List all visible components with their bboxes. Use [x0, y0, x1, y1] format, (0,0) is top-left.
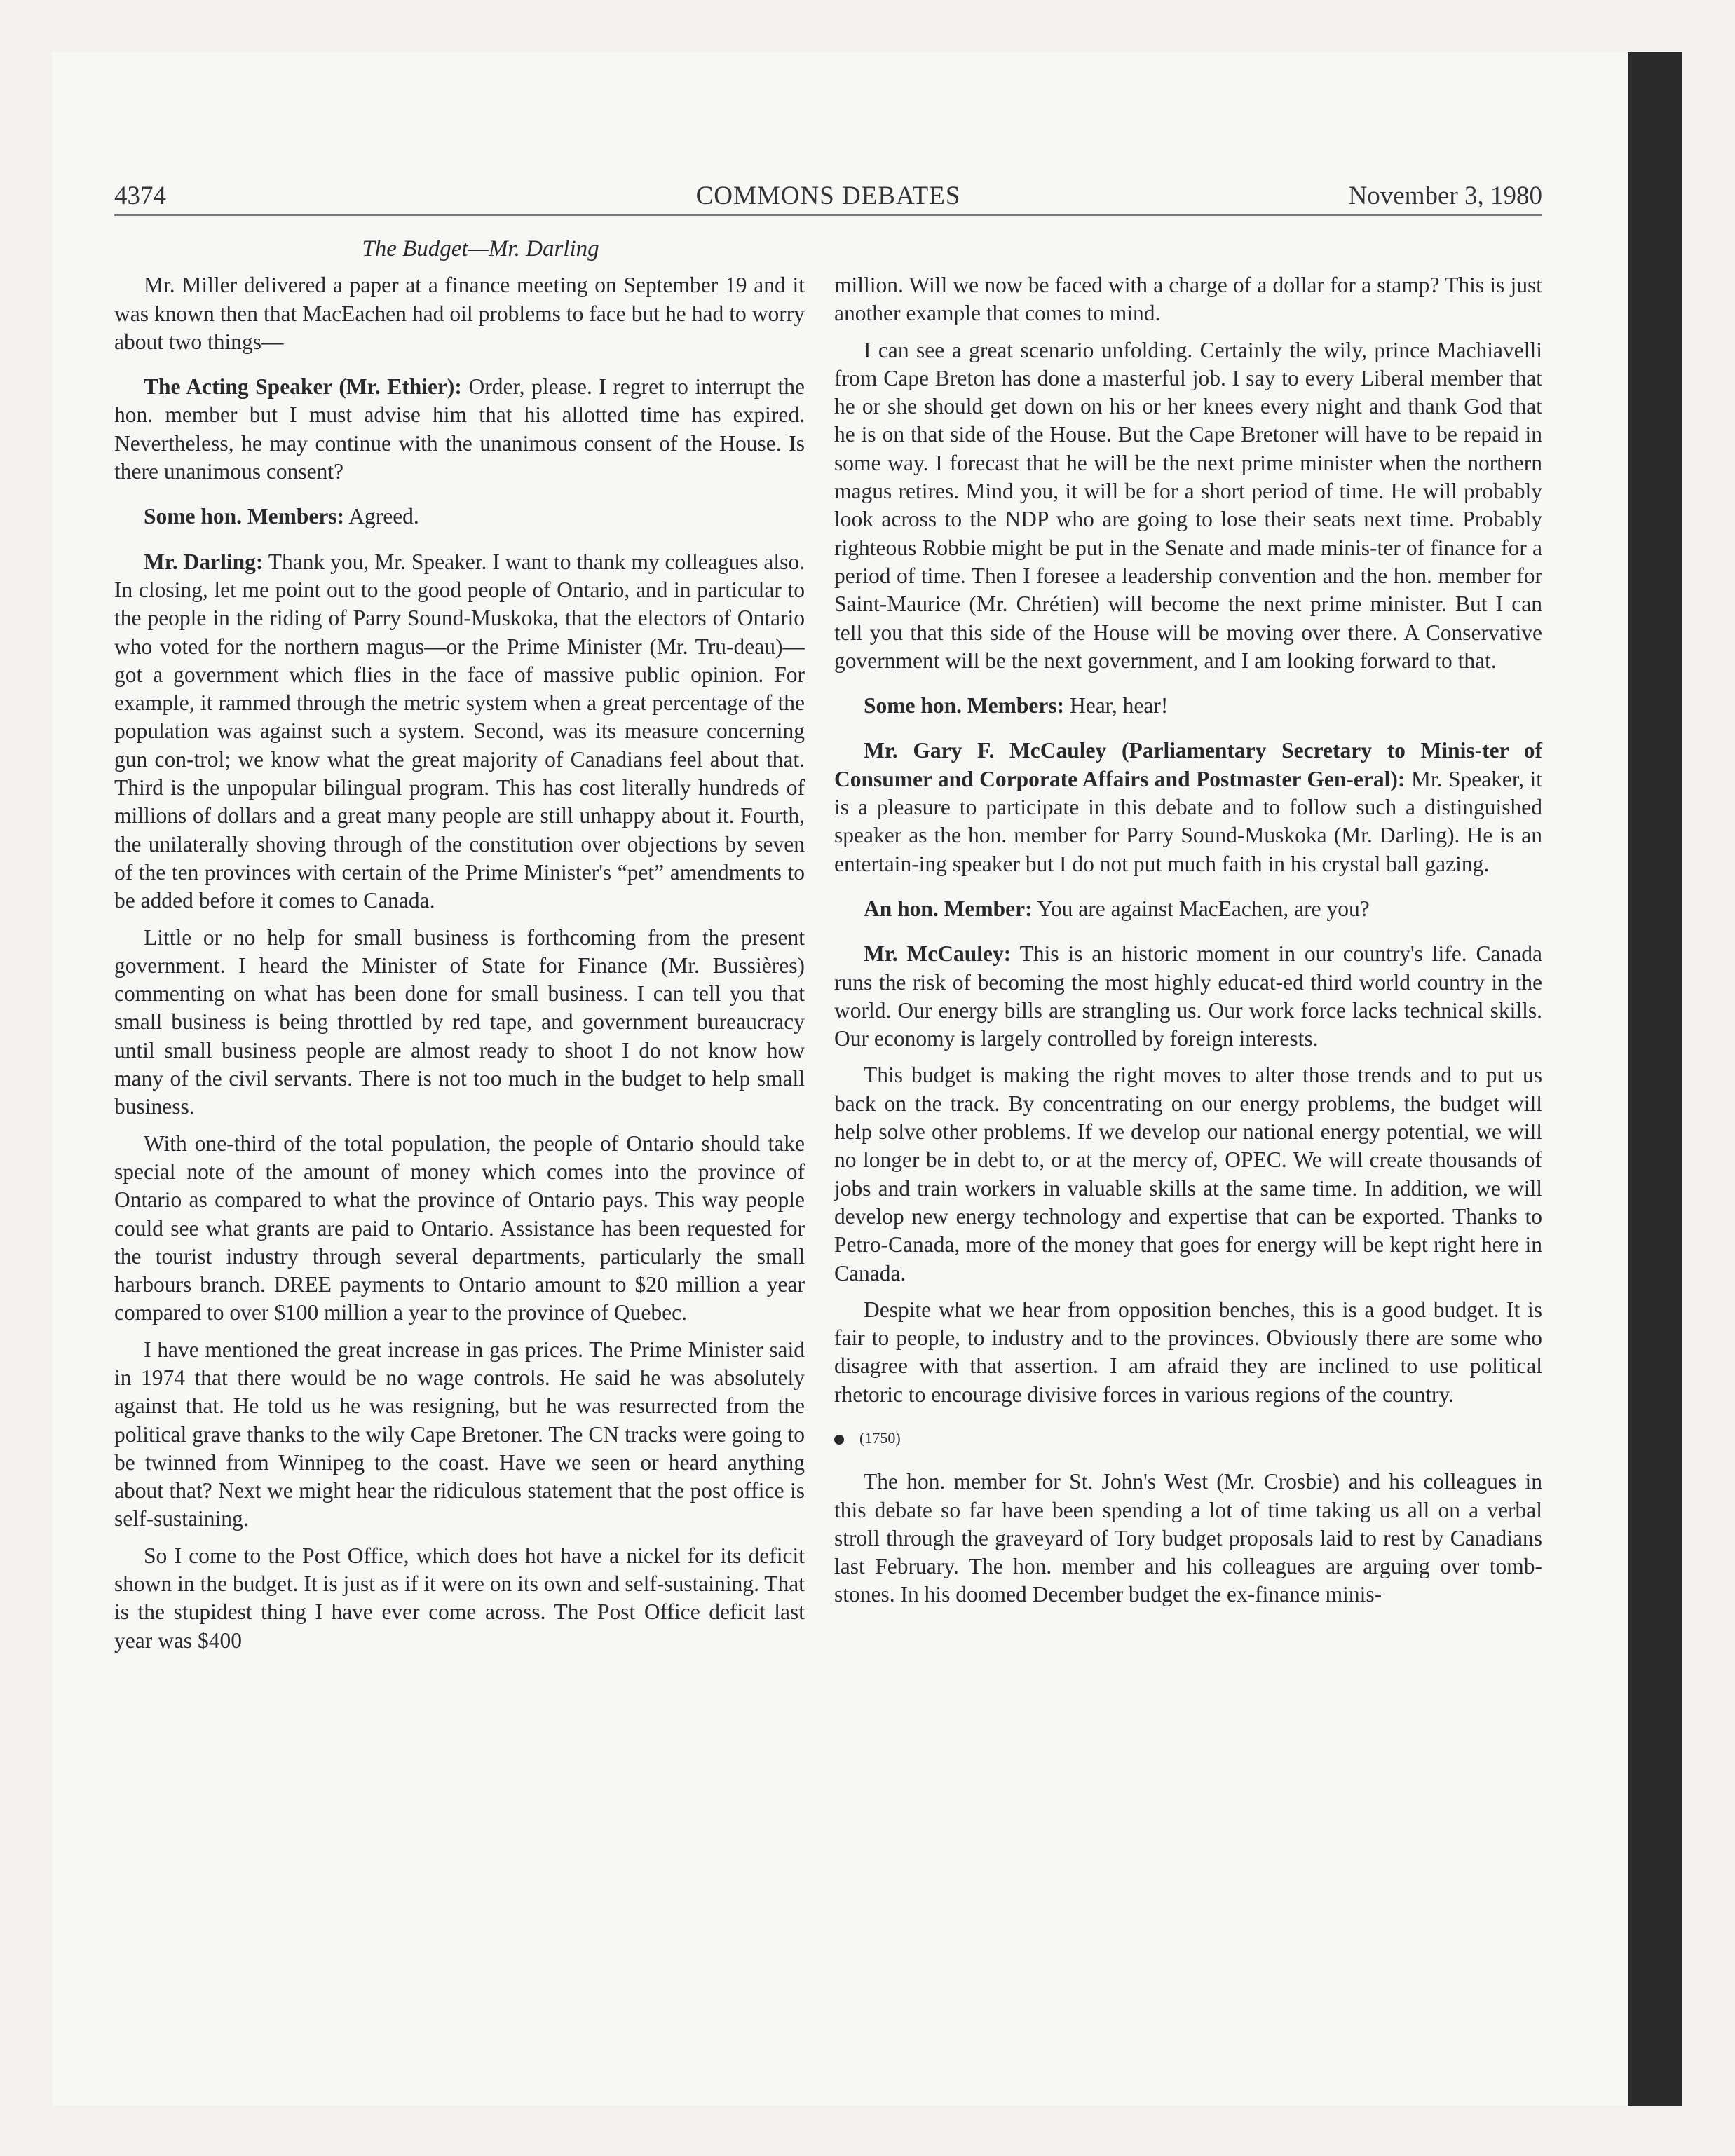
scan-shadow-edge: [1628, 52, 1682, 2106]
paragraph-text: So I come to the Post Office, which does hot have a nickel for its deficit shown in the budget. It is just as if it were on its own and self-sustaining. That is the stupidest thing I have ever come across. The Post Office deficit last year was $400: [114, 1543, 805, 1653]
paragraph: [114, 924, 805, 1121]
paragraph-text: This is an historic moment in our country's life. Canada runs the risk of becoming the most highly educat-ed third world country in the world. Our energy bills are strangling us. Our work force lacks technical skills. Our economy is largely controlled by foreign interests.: [834, 941, 1542, 1051]
paragraph: [114, 503, 805, 531]
right-column: [834, 271, 1542, 1618]
bullet-icon: [834, 1435, 844, 1445]
paragraph-text: Despite what we hear from opposition benches, this is a good budget. It is fair to people, to industry and to the provinces. Obviously there are some who disagree with that assertion. I am afraid they are inclined to use political rhetoric to encourage divisive forces in various regions of the country.: [834, 1297, 1542, 1407]
speaker-name: Some hon. Members:: [864, 693, 1065, 718]
paragraph: [834, 940, 1542, 1053]
paragraph: [834, 1296, 1542, 1409]
paragraph: [114, 271, 805, 356]
paragraph: [834, 1061, 1542, 1287]
left-column: [114, 235, 805, 1663]
paragraph-text: I can see a great scenario unfolding. Certainly the wily, prince Machiavelli from Cape Breton has done a masterful job. I say to every Liberal member that he or she should get down on his or her knees every night and thank God that he is on that side of the House. But the Cape Bretoner will have to be repaid in some way. I forecast that he will be the next prime minister when the northern magus retires. Mind you, it will be for a short period of time. He will probably look across to the NDP who are going to lose their seats next time. Probably righteous Robbie might be put in the Senate and made minis-ter of finance for a period of time. Then I foresee a leadership convention and the hon. member for Saint-Maurice (Mr. Chrétien) will become the next prime minister. But I can tell you that this side of the House will be moving over there. A Conservative government will be the next government, and I am looking forward to that.: [834, 337, 1542, 673]
paragraph-text: million. Will we now be faced with a charge of a dollar for a stamp? This is just another example that comes to mind.: [834, 273, 1542, 326]
paragraph-text: I have mentioned the great increase in gas prices. The Prime Minister said in 1974 that there would be no wage controls. He said he was absolutely against that. He told us he was resigning, but he was resurrected from the political grave thanks to the wily Cape Bretoner. The CN tracks were going to be twinned from Winnipeg to the coast. Have we seen or heard anything about that? Next we might hear the ridiculous statement that the post office is self-sustaining.: [114, 1337, 805, 1531]
speaker-name: Mr. Darling:: [144, 549, 264, 574]
paragraph-text: Little or no help for small business is forthcoming from the present government. I heard the Minister of State for Finance (Mr. Bussières) commenting on what has been done for small business. I can tell you that small business is being throttled by red tape, and government bureaucracy until small business people are almost ready to shoot I do not know how many of the civil servants. There is not too much in the budget to help small business.: [114, 925, 805, 1119]
paragraph: [834, 895, 1542, 923]
speaker-name: Mr. McCauley:: [864, 941, 1012, 967]
paragraph: [114, 548, 805, 915]
paragraph: [834, 737, 1542, 878]
running-head: The Budget—Mr. Darling: [362, 236, 599, 261]
speaker-name: The Acting Speaker (Mr. Ethier):: [144, 374, 462, 400]
paragraph-text: Mr. Speaker, it is a pleasure to participate in this debate and to follow such a distinguished speaker as the hon. member for Parry Sound-Muskoka (Mr. Darling). He is an entertain-ing speaker but I do not put much faith in his crystal ball gazing.: [834, 766, 1542, 876]
paragraph-text: Hear, hear!: [1064, 693, 1169, 718]
speaker-name: Some hon. Members:: [144, 504, 345, 529]
speaker-name: An hon. Member:: [864, 896, 1033, 921]
paragraph-text: This budget is making the right moves to alter those trends and to put us back on the track. By concentrating on our energy problems, the budget will help solve other problems. If we develop our national energy potential, we will no longer be in debt to, or at the mercy of, OPEC. We will create thousands of jobs and train workers in valuable skills at the same time. In addition, we will develop new energy technology and expertise that can be exported. Thanks to Petro-Canada, more of the money that goes for energy will be kept right here in Canada.: [834, 1063, 1542, 1285]
publication-title: COMMONS DEBATES: [695, 182, 961, 210]
paragraph: [114, 373, 805, 486]
header-rule: [114, 214, 1542, 216]
paragraph: [114, 1336, 805, 1534]
paragraph: [114, 1542, 805, 1655]
timestamp-marker: [834, 1424, 1542, 1452]
page-number: 4374: [114, 182, 166, 210]
paragraph: [834, 692, 1542, 720]
paragraph-text: Order, please. I regret to interrupt the hon. member but I must advise him that his allotted time has expired. Nevertheless, he may continue with the unanimous consent of the House. Is there unanimous consent?: [114, 374, 805, 484]
paragraph: [834, 271, 1542, 328]
page-header: [114, 181, 1542, 216]
paragraph-text: You are against MacEachen, are you?: [1032, 896, 1370, 921]
paragraph-text: With one-third of the total population, the people of Ontario should take special note of the amount of money which comes into the province of Ontario as compared to what the province of Ontario pays. This way people could see what grants are paid to Ontario. Assistance has been requested for the tourist industry through several departments, particularly the small harbours branch. DREE payments to Ontario amount to $20 million a year compared to over $100 million a year to the province of Quebec.: [114, 1131, 805, 1325]
page-date: November 3, 1980: [1348, 182, 1542, 210]
paragraph-text: Agreed.: [344, 504, 419, 529]
paragraph: [114, 1130, 805, 1328]
paragraph: [834, 1468, 1542, 1609]
left-column-body: [114, 271, 805, 1655]
paragraph: [834, 336, 1542, 676]
paragraph-text: Mr. Miller delivered a paper at a finance meeting on September 19 and it was known then that MacEachen had oil problems to face but he had to worry about two things—: [114, 273, 805, 354]
timestamp-text: (1750): [859, 1428, 901, 1447]
paragraph-text: Thank you, Mr. Speaker. I want to thank my colleagues also. In closing, let me point out to the good people of Ontario, and in particular to the people in the riding of Parry Sound-Muskoka, that the electors of Ontario who voted for the northern magus—or the Prime Minister (Mr. Tru-deau)—got a government which flies in the face of massive public opinion. For example, it rammed through the metric system when a great percentage of the population was against such a system. Second, was its measure concerning gun con-trol; we know what the great majority of Canadians feel about that. Third is the unpopular bilingual program. This has cost literally hundreds of millions of dollars and a great many people are still unhappy about it. Fourth, the unilaterally shoving through of the constitution over objections by seven of the ten provinces with certain of the Prime Minister's “pet” amendments to be added before it comes to Canada.: [114, 549, 805, 913]
paragraph-text: The hon. member for St. John's West (Mr. Crosbie) and his colleagues in this debate so far have been spending a lot of time taking us all on a verbal stroll through the graveyard of Tory budget proposals laid to rest by Canadians last February. The hon. member and his colleagues are arguing over tomb-stones. In his doomed December budget the ex-finance minis-: [834, 1469, 1542, 1607]
speaker-name: Mr. Gary F. McCauley (Parliamentary Secretary to Minis-ter of Consumer and Corporate Affairs and Postmaster Gen-eral):: [834, 738, 1542, 791]
right-column-body: [834, 271, 1542, 1609]
